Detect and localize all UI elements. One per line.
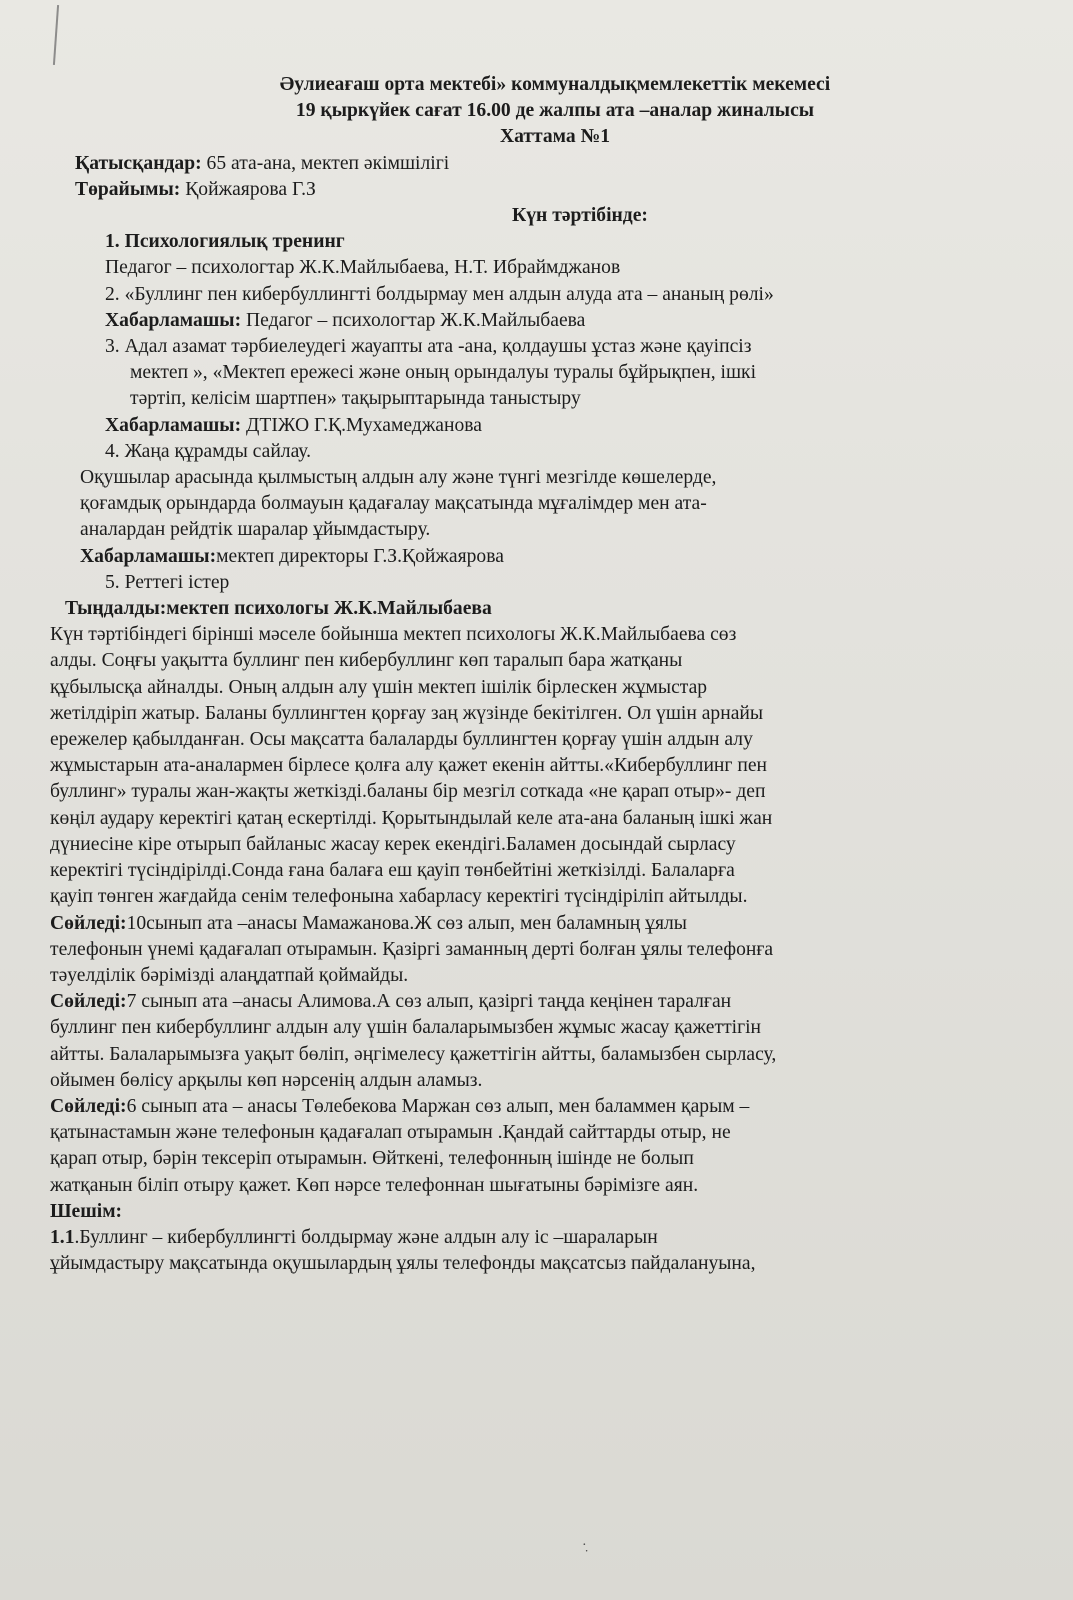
text-line: айтты. Балаларымызға уақыт бөліп, әңгімелесу қажеттігін айтты, баламызбен сырласу, bbox=[50, 1043, 777, 1065]
speaker-text: 6 сынып ата – анасы Төлебекова Маржан сөз алып, мен баламмен қарым – bbox=[126, 1095, 750, 1117]
agenda-item-2-reporter bbox=[50, 308, 1060, 334]
agenda-title: Күн тәртібінде: bbox=[512, 205, 648, 227]
text-line: телефонын үнемі қадағалап отырамын. Қазіргі заманның дерті болған ұялы телефонға bbox=[50, 938, 774, 960]
speaker-1-first-line bbox=[50, 911, 1060, 937]
text-line: көңіл аудару керектігі қатаң ескертілді. Қорытындылай келе ата-ана баланың ішкі жан bbox=[50, 807, 773, 829]
agenda-item-2: 2. «Буллинг пен кибербуллингті болдырмау мен алдын алуда ата – ананың рөлі» bbox=[105, 283, 774, 305]
speaker-label: Сөйледі: bbox=[50, 1095, 127, 1117]
reporter-value: ДТІЖО Г.Қ.Мухамеджанова bbox=[241, 414, 482, 436]
reporter-label: Хабарламашы: bbox=[80, 545, 217, 567]
decision-number: 1.1 bbox=[50, 1226, 75, 1248]
text-line: жатқанын біліп отыру қажет. Көп нәрсе телефоннан шығатыны бәрімізге аян. bbox=[50, 1174, 699, 1196]
page-mark: ·̣ bbox=[582, 1538, 587, 1553]
speaker-text: 7 сынып ата –анасы Алимова.А сөз алып, қазіргі таңда кеңінен таралған bbox=[126, 991, 732, 1013]
agenda-item-5: 5. Реттегі істер bbox=[105, 571, 230, 593]
speaker-3 bbox=[50, 1094, 1060, 1199]
header-line-2: 19 қыркүйек сағат 16.00 де жалпы ата –аналар жиналысы bbox=[295, 100, 815, 122]
chair-row bbox=[50, 177, 1060, 203]
speaker-text: 10сынып ата –анасы Мамажанова.Ж сөз алып, мен баламның ұялы bbox=[126, 912, 687, 934]
text-line: қатынастамын және телефонын қадағалап отырамын .Қандай сайттарды отыр, не bbox=[50, 1122, 731, 1144]
text-line: жұмыстарын ата-аналармен бірлесе қолға алу қажет екенін айтты.«Кибербуллинг пен bbox=[50, 755, 768, 777]
agenda-item-1: 1. Психологиялық тренинг bbox=[105, 231, 345, 253]
speaker-3-first-line bbox=[50, 1094, 1060, 1120]
speaker-label: Сөйледі: bbox=[50, 912, 127, 934]
agenda-item-3-line-2: мектеп », «Мектеп ережесі және оның орындалуы туралы бұйрықпен, ішкі bbox=[130, 362, 757, 384]
decision-heading: Шешім: bbox=[50, 1200, 123, 1222]
text-line: ойымен бөлісу арқылы көп нәрсенің алдын аламыз. bbox=[50, 1069, 483, 1091]
decision-section bbox=[50, 1199, 1060, 1278]
decision-text: .Буллинг – кибербуллингті болдырмау және алдын алу іс –шараларын bbox=[74, 1226, 658, 1248]
chair-label: Төрайымы: bbox=[75, 178, 181, 200]
participants-label: Қатысқандар: bbox=[75, 152, 202, 174]
reporter-label: Хабарламашы: bbox=[105, 414, 242, 436]
agenda-item-1-presenters: Педагог – психологтар Ж.К.Майлыбаева, Н.Т. Ибраймджанов bbox=[105, 257, 621, 279]
reporter-value: Педагог – психологтар Ж.К.Майлыбаева bbox=[241, 309, 586, 331]
listened-body bbox=[50, 622, 1060, 910]
text-line: қарап отыр, бәрін тексеріп отырамын. Өйткені, телефонның ішінде не болып bbox=[50, 1148, 694, 1170]
text-line: дүниесіне кіре отырып байланыс жасау керек екендігі.Баламен досындай сырласу bbox=[50, 833, 736, 855]
text-line: буллинг пен кибербуллинг алдын алу үшін балаларымызбен жұмыс жасау қажеттігін bbox=[50, 1017, 762, 1039]
agenda-item-4-line-2: қоғамдық орындарда болмауын қадағалау мақсатында мұғалімдер мен ата- bbox=[80, 493, 707, 515]
agenda-item-3-line-3: тәртіп, келісім шартпен» тақырыптарында таныстыру bbox=[130, 388, 581, 410]
agenda-item-4-reporter bbox=[50, 544, 1060, 570]
reporter-label: Хабарламашы: bbox=[105, 309, 242, 331]
speaker-2 bbox=[50, 989, 1060, 1094]
chair-value: Қойжаярова Г.З bbox=[180, 178, 316, 200]
decision-item-1-1 bbox=[50, 1225, 1060, 1251]
paper-crease bbox=[53, 5, 59, 65]
header-line-1: Әулиеағаш орта мектебі» коммуналдықмемлекеттік мекемесі bbox=[279, 74, 831, 95]
agenda-item-3-reporter bbox=[50, 413, 1060, 439]
speaker-label: Сөйледі: bbox=[50, 991, 127, 1013]
protocol-title: Хаттама №1 bbox=[499, 126, 611, 148]
text-line: құбылысқа айналды. Оның алдын алу үшін мектеп ішілік бірлескен жұмыстар bbox=[50, 676, 708, 698]
text-line: ұйымдастыру мақсатында оқушылардың ұялы телефонды мақсатсыз пайдалануына, bbox=[50, 1253, 756, 1275]
participants-row bbox=[50, 151, 1060, 177]
speaker-1 bbox=[50, 911, 1060, 990]
agenda-item-4-line-1: Оқушылар арасында қылмыстың алдын алу және түнгі мезгілде көшелерде, bbox=[80, 467, 717, 489]
text-line: буллинг» туралы жан-жақты жеткізді.баланы бір мезгіл соткада «не қарап отыр»- деп bbox=[50, 781, 766, 803]
text-line: қауіп төнген жағдайда сенім телефонына хабарласу керектігі түсіндіріліп айтылды. bbox=[50, 886, 748, 908]
participants-value: 65 ата-ана, мектеп әкімшілігі bbox=[201, 152, 450, 174]
text-line: керектігі түсіндірілді.Сонда ғана балаға еш қауіп төнбейтіні жеткізілді. Балаларға bbox=[50, 860, 735, 882]
reporter-value: мектеп директоры Г.З.Қойжаярова bbox=[216, 545, 504, 567]
document-body bbox=[50, 72, 1060, 1277]
text-line: ережелер қабылданған. Осы мақсатта балаларды буллингтен қорғау үшін алдын алу bbox=[50, 729, 753, 751]
agenda-item-3-line-1: 3. Адал азамат тәрбиелеудегі жауапты ата -ана, қолдаушы ұстаз және қауіпсіз bbox=[105, 336, 752, 358]
text-line: тәуелділік бәрімізді алаңдатпай қоймайды. bbox=[50, 964, 409, 986]
speaker-2-first-line bbox=[50, 989, 1060, 1015]
agenda-item-4: 4. Жаңа құрамды сайлау. bbox=[105, 440, 312, 462]
listened-heading: Тыңдалды:мектеп психологы Ж.К.Майлыбаева bbox=[65, 598, 492, 620]
text-line: Күн тәртібіндегі бірінші мәселе бойынша мектеп психологы Ж.К.Майлыбаева сөз bbox=[50, 624, 737, 646]
text-line: алды. Соңғы уақытта буллинг пен кибербуллинг көп таралып бара жатқаны bbox=[50, 650, 683, 672]
agenda-item-4-line-3: аналардан рейдтік шаралар ұйымдастыру. bbox=[80, 519, 431, 541]
text-line: жетілдіріп жатыр. Баланы буллингтен қорғау заң жүзінде бекітілген. Ол үшін арнайы bbox=[50, 702, 764, 724]
